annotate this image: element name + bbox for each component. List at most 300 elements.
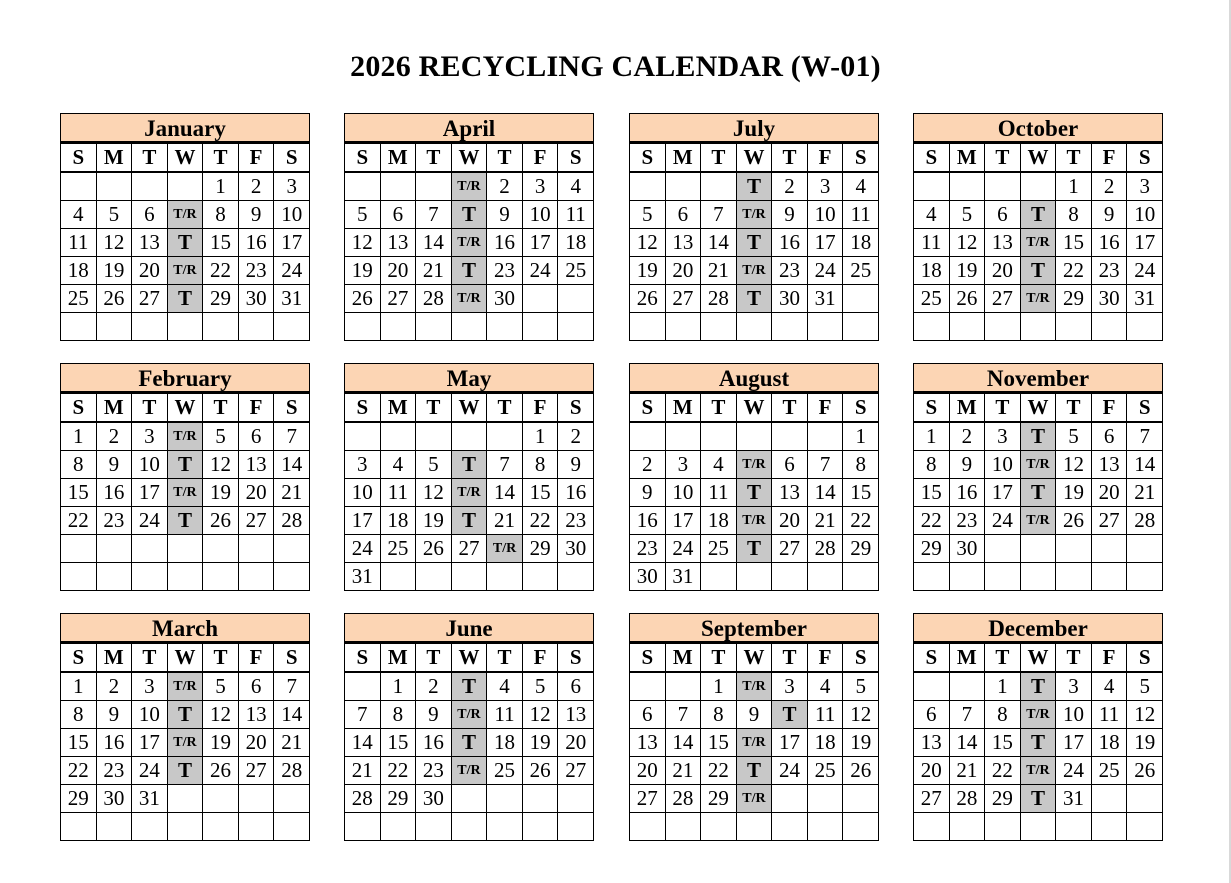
- empty-day-cell: [736, 313, 772, 341]
- week-row: [914, 479, 1163, 507]
- month-march: [60, 613, 310, 841]
- day-cell: 24: [807, 257, 843, 285]
- empty-day-cell: [487, 422, 523, 451]
- trash-pickup-cell: T: [1020, 479, 1056, 507]
- day-cell: 21: [345, 757, 381, 785]
- week-row: [914, 422, 1163, 451]
- week-row: [61, 535, 310, 563]
- week-row: [630, 785, 879, 813]
- day-cell: 3: [807, 172, 843, 201]
- month-february: [60, 363, 310, 591]
- trash-recycling-pickup-cell: T/R: [736, 201, 772, 229]
- day-cell: 2: [416, 672, 452, 701]
- day-cell: 1: [914, 422, 950, 451]
- empty-day-cell: [451, 813, 487, 841]
- day-cell: 25: [1091, 757, 1127, 785]
- day-cell: 3: [132, 672, 168, 701]
- day-cell: 28: [665, 785, 701, 813]
- day-cell: 8: [61, 451, 97, 479]
- weekday-header: T: [416, 644, 452, 673]
- day-cell: 12: [96, 229, 132, 257]
- empty-day-cell: [949, 813, 985, 841]
- empty-day-cell: [701, 813, 737, 841]
- day-cell: 17: [772, 729, 808, 757]
- trash-pickup-cell: T: [736, 285, 772, 313]
- empty-day-cell: [61, 535, 97, 563]
- day-cell: 21: [949, 757, 985, 785]
- week-row: [630, 422, 879, 451]
- day-cell: 15: [203, 229, 239, 257]
- weekday-header: T: [203, 144, 239, 173]
- day-cell: 15: [985, 729, 1021, 757]
- weekday-header: F: [522, 144, 558, 173]
- day-cell: 19: [203, 729, 239, 757]
- empty-day-cell: [665, 172, 701, 201]
- day-cell: 8: [985, 701, 1021, 729]
- trash-recycling-pickup-cell: T/R: [736, 672, 772, 701]
- day-cell: 27: [1091, 507, 1127, 535]
- trash-recycling-pickup-cell: T/R: [451, 285, 487, 313]
- day-cell: 10: [807, 201, 843, 229]
- month-header: May: [344, 363, 594, 393]
- day-cell: 23: [416, 757, 452, 785]
- empty-day-cell: [1091, 813, 1127, 841]
- weekday-header: S: [843, 644, 879, 673]
- day-cell: 14: [487, 479, 523, 507]
- day-cell: 12: [203, 701, 239, 729]
- day-cell: 16: [772, 229, 808, 257]
- trash-pickup-cell: T: [736, 172, 772, 201]
- day-cell: 19: [345, 257, 381, 285]
- weekday-header: T: [985, 394, 1021, 423]
- trash-recycling-pickup-cell: T/R: [1020, 229, 1056, 257]
- week-row: [345, 507, 594, 535]
- empty-day-cell: [701, 422, 737, 451]
- day-cell: 18: [843, 229, 879, 257]
- weekday-header: M: [665, 644, 701, 673]
- day-cell: 19: [203, 479, 239, 507]
- day-cell: 13: [238, 701, 274, 729]
- day-cell: 2: [949, 422, 985, 451]
- empty-day-cell: [1127, 563, 1163, 591]
- day-cell: 25: [843, 257, 879, 285]
- week-row: [345, 813, 594, 841]
- month-header: September: [629, 613, 879, 643]
- day-cell: 9: [630, 479, 666, 507]
- empty-day-cell: [807, 563, 843, 591]
- day-cell: 29: [843, 535, 879, 563]
- day-cell: 5: [345, 201, 381, 229]
- empty-day-cell: [345, 313, 381, 341]
- day-cell: 8: [914, 451, 950, 479]
- day-cell: 16: [558, 479, 594, 507]
- week-row: [914, 313, 1163, 341]
- day-cell: 19: [96, 257, 132, 285]
- month-grid: [913, 393, 1163, 591]
- day-cell: 10: [274, 201, 310, 229]
- day-cell: 27: [380, 285, 416, 313]
- day-cell: 2: [96, 422, 132, 451]
- day-cell: 24: [985, 507, 1021, 535]
- day-cell: 24: [665, 535, 701, 563]
- day-cell: 28: [416, 285, 452, 313]
- day-cell: 26: [1056, 507, 1092, 535]
- day-cell: 21: [274, 729, 310, 757]
- day-cell: 17: [132, 729, 168, 757]
- week-row: [345, 285, 594, 313]
- weekday-header-row: [61, 644, 310, 673]
- day-cell: 11: [61, 229, 97, 257]
- day-cell: 14: [807, 479, 843, 507]
- weekday-header: S: [1127, 644, 1163, 673]
- week-row: [914, 813, 1163, 841]
- day-cell: 24: [132, 507, 168, 535]
- day-cell: 17: [1127, 229, 1163, 257]
- day-cell: 3: [345, 451, 381, 479]
- trash-pickup-cell: T: [167, 701, 203, 729]
- week-row: [914, 729, 1163, 757]
- weekday-header: S: [843, 144, 879, 173]
- empty-day-cell: [807, 785, 843, 813]
- weekday-header: F: [1091, 644, 1127, 673]
- day-cell: 17: [522, 229, 558, 257]
- day-cell: 6: [772, 451, 808, 479]
- empty-day-cell: [949, 313, 985, 341]
- weekday-header: T: [416, 394, 452, 423]
- day-cell: 15: [61, 479, 97, 507]
- day-cell: 12: [1056, 451, 1092, 479]
- day-cell: 20: [380, 257, 416, 285]
- day-cell: 13: [1091, 451, 1127, 479]
- trash-pickup-cell: T: [736, 229, 772, 257]
- day-cell: 28: [274, 507, 310, 535]
- day-cell: 4: [807, 672, 843, 701]
- month-april: [344, 113, 594, 341]
- day-cell: 31: [345, 563, 381, 591]
- trash-recycling-pickup-cell: T/R: [451, 479, 487, 507]
- week-row: [345, 785, 594, 813]
- weekday-header-row: [914, 394, 1163, 423]
- week-row: [61, 701, 310, 729]
- day-cell: 22: [522, 507, 558, 535]
- empty-day-cell: [345, 422, 381, 451]
- day-cell: 5: [96, 201, 132, 229]
- weekday-header: M: [949, 144, 985, 173]
- week-row: [630, 701, 879, 729]
- day-cell: 21: [487, 507, 523, 535]
- month-grid: [344, 143, 594, 341]
- empty-day-cell: [985, 535, 1021, 563]
- day-cell: 28: [1127, 507, 1163, 535]
- day-cell: 11: [380, 479, 416, 507]
- day-cell: 18: [807, 729, 843, 757]
- day-cell: 5: [1056, 422, 1092, 451]
- day-cell: 27: [630, 785, 666, 813]
- day-cell: 12: [1127, 701, 1163, 729]
- trash-recycling-pickup-cell: T/R: [451, 172, 487, 201]
- day-cell: 27: [558, 757, 594, 785]
- day-cell: 16: [487, 229, 523, 257]
- day-cell: 22: [1056, 257, 1092, 285]
- week-row: [914, 701, 1163, 729]
- month-header: October: [913, 113, 1163, 143]
- trash-recycling-pickup-cell: T/R: [167, 672, 203, 701]
- empty-day-cell: [274, 813, 310, 841]
- day-cell: 19: [1056, 479, 1092, 507]
- month-january: [60, 113, 310, 341]
- empty-day-cell: [843, 313, 879, 341]
- empty-day-cell: [558, 813, 594, 841]
- day-cell: 18: [558, 229, 594, 257]
- day-cell: 15: [380, 729, 416, 757]
- day-cell: 2: [558, 422, 594, 451]
- weekday-header: T: [1056, 394, 1092, 423]
- day-cell: 23: [630, 535, 666, 563]
- day-cell: 3: [1127, 172, 1163, 201]
- empty-day-cell: [1056, 813, 1092, 841]
- day-cell: 11: [914, 229, 950, 257]
- week-row: [345, 701, 594, 729]
- empty-day-cell: [949, 672, 985, 701]
- week-row: [630, 229, 879, 257]
- day-cell: 18: [380, 507, 416, 535]
- trash-recycling-pickup-cell: T/R: [487, 535, 523, 563]
- empty-day-cell: [238, 813, 274, 841]
- day-cell: 10: [1127, 201, 1163, 229]
- day-cell: 26: [416, 535, 452, 563]
- day-cell: 13: [380, 229, 416, 257]
- weekday-header: T: [985, 144, 1021, 173]
- day-cell: 2: [772, 172, 808, 201]
- day-cell: 10: [132, 451, 168, 479]
- weekday-header: M: [665, 144, 701, 173]
- weekday-header: S: [630, 144, 666, 173]
- day-cell: 23: [487, 257, 523, 285]
- day-cell: 31: [274, 285, 310, 313]
- trash-recycling-pickup-cell: T/R: [736, 257, 772, 285]
- month-header: January: [60, 113, 310, 143]
- day-cell: 26: [96, 285, 132, 313]
- day-cell: 13: [630, 729, 666, 757]
- day-cell: 27: [132, 285, 168, 313]
- day-cell: 30: [630, 563, 666, 591]
- weekday-header: W: [736, 144, 772, 173]
- day-cell: 23: [949, 507, 985, 535]
- empty-day-cell: [61, 813, 97, 841]
- empty-day-cell: [630, 313, 666, 341]
- day-cell: 2: [238, 172, 274, 201]
- day-cell: 19: [522, 729, 558, 757]
- empty-day-cell: [380, 172, 416, 201]
- week-row: [630, 563, 879, 591]
- weekday-header: S: [558, 144, 594, 173]
- empty-day-cell: [132, 563, 168, 591]
- day-cell: 27: [238, 507, 274, 535]
- weekday-header: S: [843, 394, 879, 423]
- weekday-header: F: [1091, 394, 1127, 423]
- day-cell: 19: [949, 257, 985, 285]
- trash-recycling-pickup-cell: T/R: [451, 229, 487, 257]
- day-cell: 12: [949, 229, 985, 257]
- empty-day-cell: [416, 172, 452, 201]
- day-cell: 8: [522, 451, 558, 479]
- day-cell: 20: [630, 757, 666, 785]
- day-cell: 5: [949, 201, 985, 229]
- empty-day-cell: [96, 172, 132, 201]
- trash-pickup-cell: T: [451, 672, 487, 701]
- day-cell: 30: [1091, 285, 1127, 313]
- empty-day-cell: [522, 285, 558, 313]
- day-cell: 17: [665, 507, 701, 535]
- day-cell: 9: [772, 201, 808, 229]
- empty-day-cell: [487, 313, 523, 341]
- day-cell: 28: [345, 785, 381, 813]
- month-november: [913, 363, 1163, 591]
- empty-day-cell: [61, 313, 97, 341]
- week-row: [345, 229, 594, 257]
- day-cell: 15: [914, 479, 950, 507]
- empty-day-cell: [630, 172, 666, 201]
- empty-day-cell: [843, 563, 879, 591]
- day-cell: 7: [274, 422, 310, 451]
- day-cell: 25: [380, 535, 416, 563]
- day-cell: 13: [132, 229, 168, 257]
- day-cell: 16: [630, 507, 666, 535]
- trash-pickup-cell: T: [1020, 785, 1056, 813]
- day-cell: 13: [914, 729, 950, 757]
- day-cell: 16: [1091, 229, 1127, 257]
- empty-day-cell: [665, 672, 701, 701]
- weekday-header: S: [61, 394, 97, 423]
- empty-day-cell: [665, 422, 701, 451]
- weekday-header-row: [345, 394, 594, 423]
- day-cell: 20: [914, 757, 950, 785]
- trash-pickup-cell: T: [167, 451, 203, 479]
- trash-pickup-cell: T: [451, 451, 487, 479]
- day-cell: 29: [203, 285, 239, 313]
- day-cell: 25: [807, 757, 843, 785]
- trash-recycling-pickup-cell: T/R: [1020, 507, 1056, 535]
- day-cell: 23: [238, 257, 274, 285]
- weekday-header: T: [701, 394, 737, 423]
- weekday-header-row: [61, 394, 310, 423]
- day-cell: 24: [1056, 757, 1092, 785]
- empty-day-cell: [1091, 313, 1127, 341]
- day-cell: 1: [985, 672, 1021, 701]
- empty-day-cell: [238, 535, 274, 563]
- day-cell: 15: [1056, 229, 1092, 257]
- day-cell: 11: [558, 201, 594, 229]
- empty-day-cell: [451, 785, 487, 813]
- day-cell: 5: [203, 672, 239, 701]
- day-cell: 1: [701, 672, 737, 701]
- empty-day-cell: [522, 813, 558, 841]
- month-header: June: [344, 613, 594, 643]
- empty-day-cell: [61, 563, 97, 591]
- day-cell: 26: [1127, 757, 1163, 785]
- week-row: [630, 313, 879, 341]
- day-cell: 24: [274, 257, 310, 285]
- trash-pickup-cell: T: [1020, 672, 1056, 701]
- trash-recycling-pickup-cell: T/R: [167, 257, 203, 285]
- day-cell: 12: [416, 479, 452, 507]
- empty-day-cell: [274, 535, 310, 563]
- day-cell: 26: [630, 285, 666, 313]
- day-cell: 25: [914, 285, 950, 313]
- day-cell: 19: [630, 257, 666, 285]
- day-cell: 22: [914, 507, 950, 535]
- empty-day-cell: [522, 563, 558, 591]
- day-cell: 20: [665, 257, 701, 285]
- day-cell: 27: [238, 757, 274, 785]
- day-cell: 2: [630, 451, 666, 479]
- weekday-header: T: [132, 144, 168, 173]
- day-cell: 29: [380, 785, 416, 813]
- day-cell: 4: [380, 451, 416, 479]
- day-cell: 5: [1127, 672, 1163, 701]
- day-cell: 22: [985, 757, 1021, 785]
- empty-day-cell: [949, 172, 985, 201]
- day-cell: 20: [238, 729, 274, 757]
- empty-day-cell: [701, 563, 737, 591]
- weekday-header: F: [807, 144, 843, 173]
- empty-day-cell: [914, 813, 950, 841]
- day-cell: 24: [1127, 257, 1163, 285]
- page-title: 2026 RECYCLING CALENDAR (W-01): [350, 50, 881, 83]
- day-cell: 11: [843, 201, 879, 229]
- weekday-header: S: [1127, 144, 1163, 173]
- empty-day-cell: [1091, 785, 1127, 813]
- day-cell: 17: [1056, 729, 1092, 757]
- empty-day-cell: [914, 172, 950, 201]
- day-cell: 16: [416, 729, 452, 757]
- day-cell: 28: [274, 757, 310, 785]
- day-cell: 24: [772, 757, 808, 785]
- day-cell: 23: [96, 507, 132, 535]
- weekday-header: W: [1020, 394, 1056, 423]
- day-cell: 20: [772, 507, 808, 535]
- weekday-header: S: [1127, 394, 1163, 423]
- empty-day-cell: [345, 813, 381, 841]
- weekday-header-row: [630, 144, 879, 173]
- trash-pickup-cell: T: [167, 285, 203, 313]
- weekday-header: W: [736, 394, 772, 423]
- day-cell: 8: [1056, 201, 1092, 229]
- trash-pickup-cell: T: [736, 757, 772, 785]
- empty-day-cell: [345, 672, 381, 701]
- weekday-header-row: [630, 394, 879, 423]
- day-cell: 24: [522, 257, 558, 285]
- day-cell: 1: [61, 672, 97, 701]
- weekday-header: F: [522, 644, 558, 673]
- weekday-header: F: [238, 644, 274, 673]
- day-cell: 14: [345, 729, 381, 757]
- day-cell: 7: [1127, 422, 1163, 451]
- day-cell: 30: [772, 285, 808, 313]
- trash-pickup-cell: T: [1020, 729, 1056, 757]
- weekday-header: T: [132, 644, 168, 673]
- week-row: [630, 479, 879, 507]
- day-cell: 17: [985, 479, 1021, 507]
- empty-day-cell: [132, 535, 168, 563]
- weekday-header: S: [630, 394, 666, 423]
- trash-pickup-cell: T: [451, 201, 487, 229]
- trash-pickup-cell: T: [451, 507, 487, 535]
- day-cell: 16: [96, 729, 132, 757]
- day-cell: 11: [1091, 701, 1127, 729]
- empty-day-cell: [1127, 313, 1163, 341]
- empty-day-cell: [167, 535, 203, 563]
